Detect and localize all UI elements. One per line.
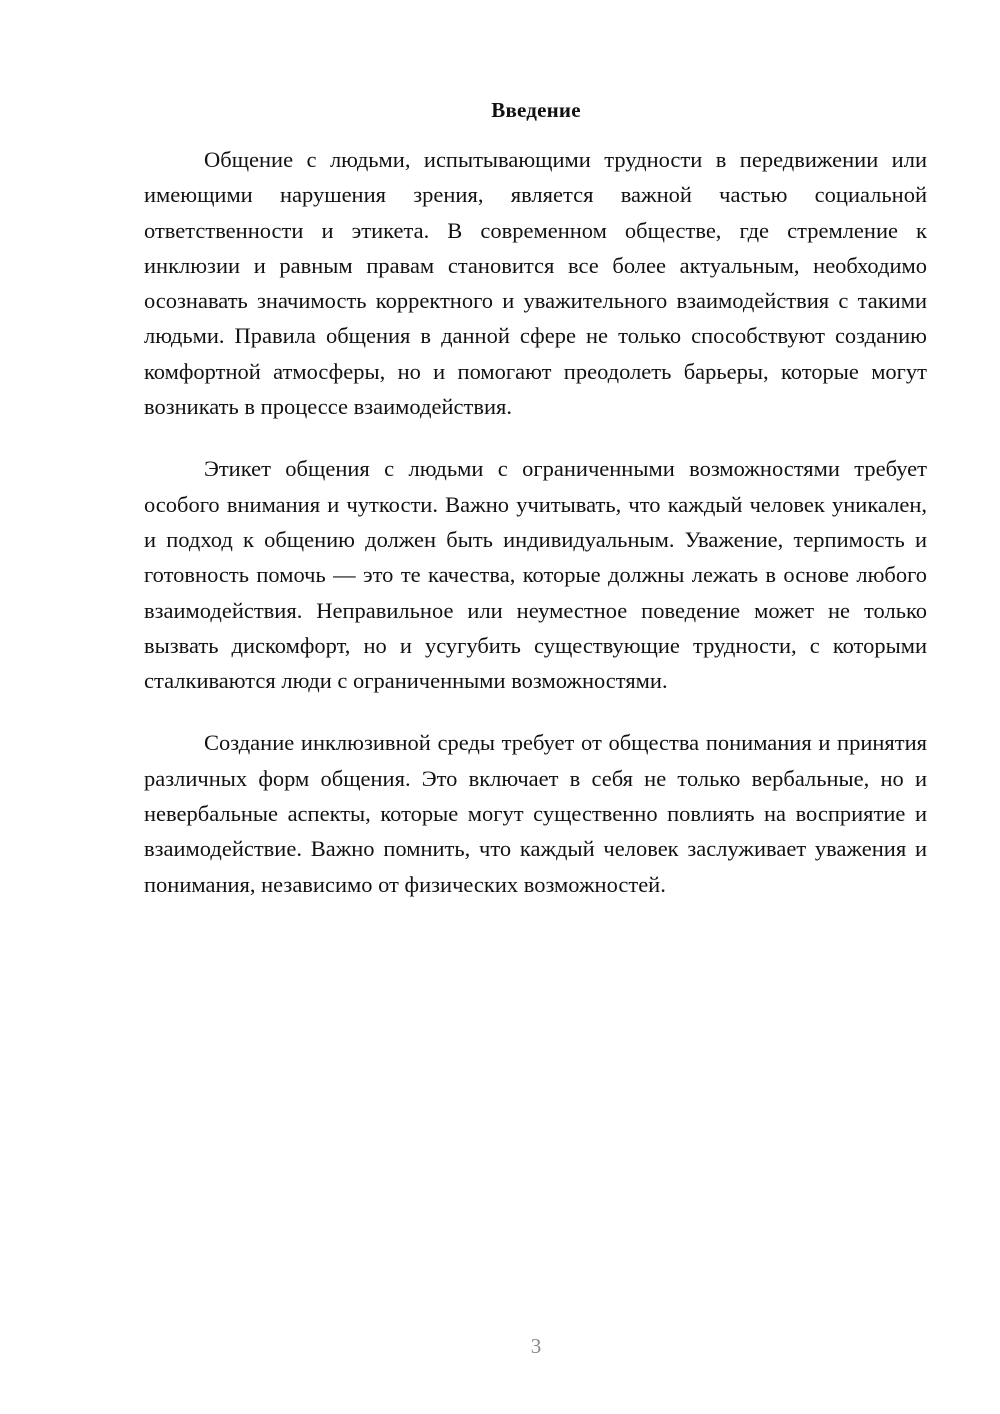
page-number: 3 <box>530 1334 542 1358</box>
paragraph: Этикет общения с людьми с ограниченными возможностями требует особого внимания и чуткости. Важно учитывать, что каждый человек уникален, и подход к общению должен быть индивидуальным. Уважение, терпимость и готовность помочь — это те качества, которые должны лежать в основе любого взаимодействия. Неправильное или неуместное поведение может не только вызвать дискомфорт, но и усугубить существующие трудности, с которыми сталкиваются люди с ограниченными возможностями. <box>144 456 927 694</box>
body-text <box>144 142 927 929</box>
paragraph: Общение с людьми, испытывающими трудности в передвижении или имеющими нарушения зрения, является важной частью социальной ответственности и этикета. В современном обществе, где стремление к инклюзии и равным правам становится все более актуальным, необходимо осознавать значимость корректного и уважительного взаимодействия с такими людьми. Правила общения в данной сфере не только способствуют созданию комфортной атмосферы, но и помогают преодолеть барьеры, которые могут возникать в процессе взаимодействия. <box>144 147 927 420</box>
paragraph: Создание инклюзивной среды требует от общества понимания и принятия различных форм общения. Это включает в себя не только вербальные, но и невербальные аспекты, которые могут существенно повлиять на восприятие и взаимодействие. Важно помнить, что каждый человек заслуживает уважения и понимания, независимо от физических возможностей. <box>144 730 927 897</box>
section-heading: Введение <box>491 98 581 122</box>
